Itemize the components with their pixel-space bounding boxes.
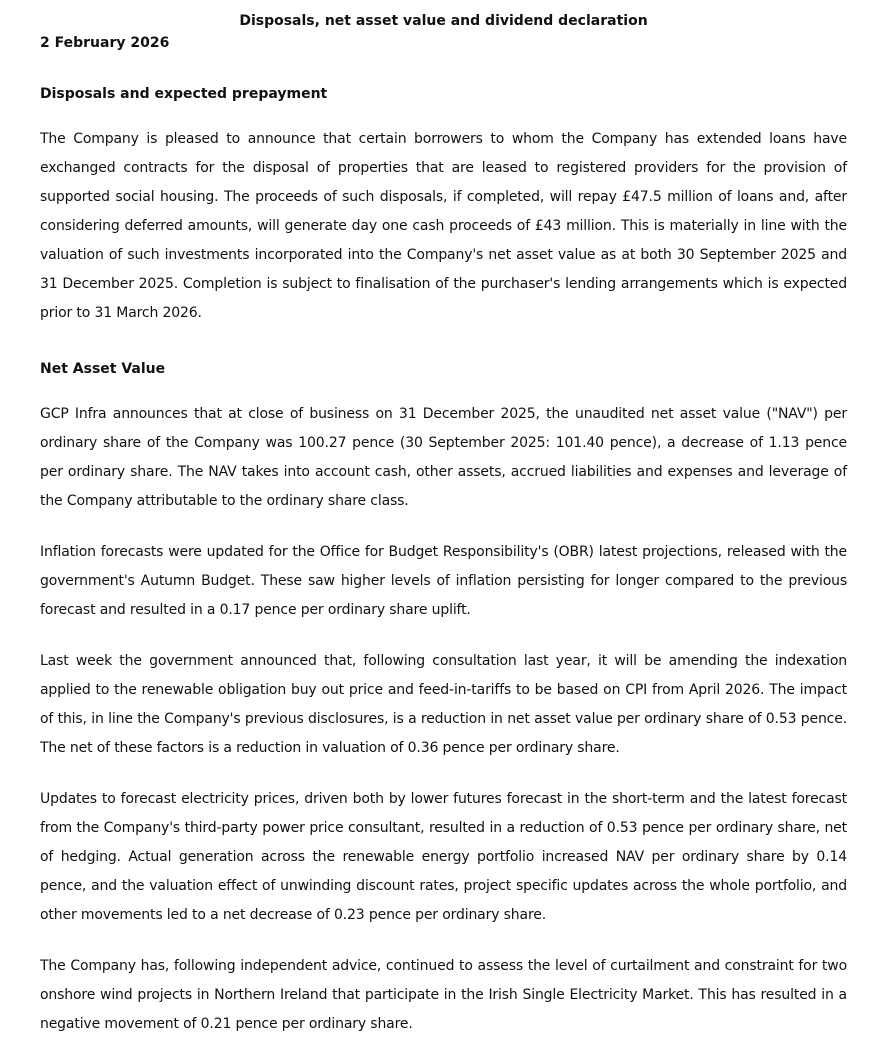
- document-date: 2 February 2026: [40, 35, 170, 51]
- paragraph-nav-3: Last week the government announced that, following consultation last year, it will be amending the indexation applied to the renewable obligation buy out price and feed-in-tariffs to be based on CPI from April 2026. The impact of this, in line the Company's previous disclosures, is a reduction in net asset value per ordinary share of 0.53 pence. The net of these factors is a reduction in valuation of 0.36 pence per ordinary share.: [40, 653, 847, 756]
- section-heading-nav: Net Asset Value: [40, 361, 166, 377]
- paragraph-nav-4: Updates to forecast electricity prices, driven both by lower futures forecast in the short-term and the latest forecast from the Company's third-party power price consultant, resulted in a reduction of 0.53 pence per ordinary share, net of hedging. Actual generation across the renewable energy portfolio increased NAV per ordinary share by 0.14 pence, and the valuation effect of unwinding discount rates, project specific updates across the whole portfolio, and other movements led to a net decrease of 0.23 pence per ordinary share.: [40, 791, 847, 923]
- paragraph-nav-2: Inflation forecasts were updated for the Office for Budget Responsibility's (OBR) latest projections, released with the government's Autumn Budget. These saw higher levels of inflation persisting for longer compared to the previous forecast and resulted in a 0.17 pence per ordinary share uplift.: [40, 544, 847, 618]
- section-heading-disposals: Disposals and expected prepayment: [40, 86, 328, 102]
- paragraph-nav-1: GCP Infra announces that at close of business on 31 December 2025, the unaudited net asset value ("NAV") per ordinary share of the Company was 100.27 pence (30 September 2025: 101.40 pence), a decrease of 1.13 pence per ordinary share. The NAV takes into account cash, other assets, accrued liabilities and expenses and leverage of the Company attributable to the ordinary share class.: [40, 406, 847, 509]
- paragraph-nav-5: The Company has, following independent advice, continued to assess the level of curtailment and constraint for two onshore wind projects in Northern Ireland that participate in the Irish Single Electricity Market. This has resulted in a negative movement of 0.21 pence per ordinary share.: [40, 958, 847, 1032]
- paragraph-disposals-1: The Company is pleased to announce that certain borrowers to whom the Company has extended loans have exchanged contracts for the disposal of properties that are leased to registered providers for the provision of supported social housing. The proceeds of such disposals, if completed, will repay £47.5 million of loans and, after considering deferred amounts, will generate day one cash proceeds of £43 million. This is materially in line with the valuation of such investments incorporated into the Company's net asset value as at both 30 September 2025 and 31 December 2025. Completion is subject to finalisation of the purchaser's lending arrangements which is expected prior to 31 March 2026.: [40, 131, 847, 321]
- document-title: Disposals, net asset value and dividend declaration: [239, 13, 648, 29]
